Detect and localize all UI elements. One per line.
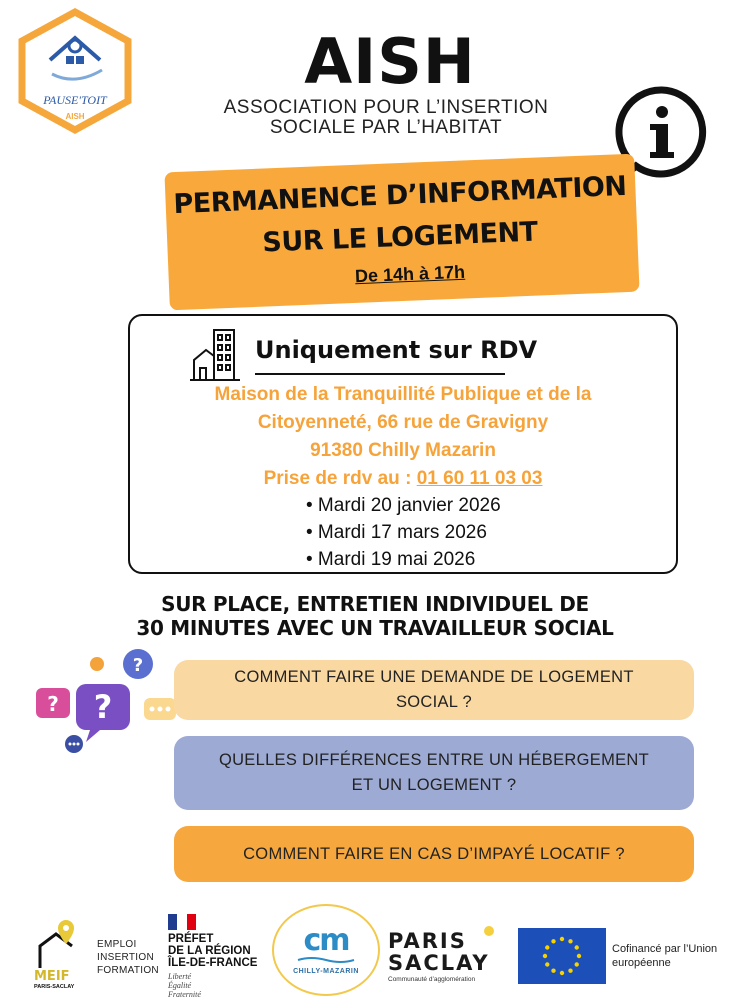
question-text: COMMENT FAIRE UNE DEMANDE DE LOGEMENT [234, 668, 634, 686]
question-text: QUELLES DIFFÉRENCES ENTRE UN HÉBERGEMENT [218, 751, 650, 769]
subtitle-line-1: ASSOCIATION POUR L’INSERTION [223, 97, 549, 118]
interview-note-line-1: SUR PLACE, ENTRETIEN INDIVIDUEL DE [161, 592, 589, 616]
eu-text-line: Cofinancé par l’Union [612, 943, 718, 955]
meif-caption-line: INSERTION [97, 952, 154, 963]
logo-name: PAUSE'TOIT [43, 93, 107, 107]
chilly-mark: cm [303, 922, 349, 958]
eu-star-icon [560, 937, 564, 941]
question-bubble-icon [36, 688, 70, 718]
prefet-logo [168, 914, 258, 999]
chilly-mazarin-logo [272, 904, 380, 996]
interview-note-line-2: 30 MINUTES AVEC UN TRAVAILLEUR SOCIAL [136, 616, 614, 640]
question-bubble-icon [76, 684, 130, 742]
eu-star-icon [577, 954, 581, 958]
eu-text-line: européenne [612, 957, 671, 969]
prefet-title [168, 933, 258, 969]
phone-link[interactable]: 01 60 11 03 03 [416, 468, 543, 489]
chat-bubble-icon [90, 657, 104, 671]
motto-line: Liberté [168, 972, 192, 981]
eu-star-icon [543, 954, 547, 958]
question-card-unpaid-rent [174, 826, 694, 882]
meif-logo-text: MEIF [34, 969, 70, 984]
wave-icon [296, 956, 356, 964]
eu-flag-icon [518, 928, 606, 984]
meif-logo-sub: PARIS-SACLAY [34, 984, 75, 990]
date-item: • Mardi 19 mai 2026 [306, 549, 476, 570]
meif-caption [97, 938, 159, 977]
ps-line-1: PARIS [388, 929, 467, 953]
motto-line: Égalité [168, 981, 192, 990]
eu-star-icon [545, 945, 549, 949]
logo-sub: AISH [65, 112, 85, 121]
french-flag-icon [168, 914, 196, 930]
eu-star-icon [551, 969, 555, 973]
building-icon [190, 326, 240, 382]
address-line-2: Citoyenneté, 66 rue de Gravigny [257, 412, 549, 433]
booking-phone-line [130, 467, 676, 491]
meif-logo [30, 918, 90, 990]
meif-caption-line: EMPLOI [97, 939, 137, 950]
appointment-title: Uniquement sur RDV [255, 336, 538, 364]
prefet-motto [168, 972, 258, 999]
eu-star-icon [568, 939, 572, 943]
eu-star-icon [545, 962, 549, 966]
ellipsis-bubble-icon [144, 698, 176, 720]
page-title: AISH [304, 25, 476, 98]
pause-toit-logo [12, 8, 138, 134]
ps-subtitle: Communauté d’agglomération [388, 976, 476, 983]
eu-star-icon [575, 962, 579, 966]
ps-line-2: SACLAY [388, 951, 490, 975]
prefet-title-line: ÎLE-DE-FRANCE [168, 957, 258, 969]
subtitle-line-2: SOCIALE PAR L’HABITAT [269, 117, 503, 138]
motto-line: Fraternité [168, 990, 201, 999]
prefet-title-line: PRÉFET [168, 933, 214, 945]
svg-text:?: ? [132, 655, 144, 676]
page-subtitle [216, 98, 556, 138]
eu-star-icon [551, 939, 555, 943]
meif-caption-line: FORMATION [97, 965, 159, 976]
address-line-1: Maison de la Tranquillité Publique et de la [214, 384, 592, 405]
question-bubbles-illustration [30, 648, 180, 758]
title-divider [255, 373, 505, 375]
svg-text:?: ? [93, 688, 113, 726]
paris-saclay-logo [388, 930, 508, 983]
question-bubble-icon [123, 649, 153, 679]
question-text: ET UN LOGEMENT ? [351, 776, 517, 794]
eu-cofunding-text [612, 942, 742, 970]
eu-star-icon [568, 969, 572, 973]
question-card-differences [174, 736, 694, 810]
question-text: COMMENT FAIRE EN CAS D’IMPAYÉ LOCATIF ? [243, 844, 625, 863]
prefet-title-line: DE LA RÉGION [168, 945, 251, 957]
question-card-social-housing [174, 660, 694, 720]
yellow-dot-icon [484, 926, 494, 936]
address-line-3: 91380 Chilly Mazarin [310, 440, 496, 461]
ellipsis-bubble-icon [65, 735, 83, 753]
question-text: SOCIAL ? [395, 693, 473, 711]
booking-label: Prise de rdv au : [263, 468, 417, 489]
banner-title-line-2: SUR LE LOGEMENT [261, 216, 539, 259]
banner-hours: De 14h à 17h [354, 261, 466, 287]
eu-star-icon [560, 971, 564, 975]
date-item: • Mardi 20 janvier 2026 [306, 495, 501, 516]
svg-text:?: ? [47, 692, 59, 716]
date-item: • Mardi 17 mars 2026 [306, 522, 487, 543]
eu-star-icon [575, 945, 579, 949]
banner-title-line-1: PERMANENCE D’INFORMATION [172, 170, 628, 221]
chilly-name: CHILLY-MAZARIN [293, 967, 359, 975]
